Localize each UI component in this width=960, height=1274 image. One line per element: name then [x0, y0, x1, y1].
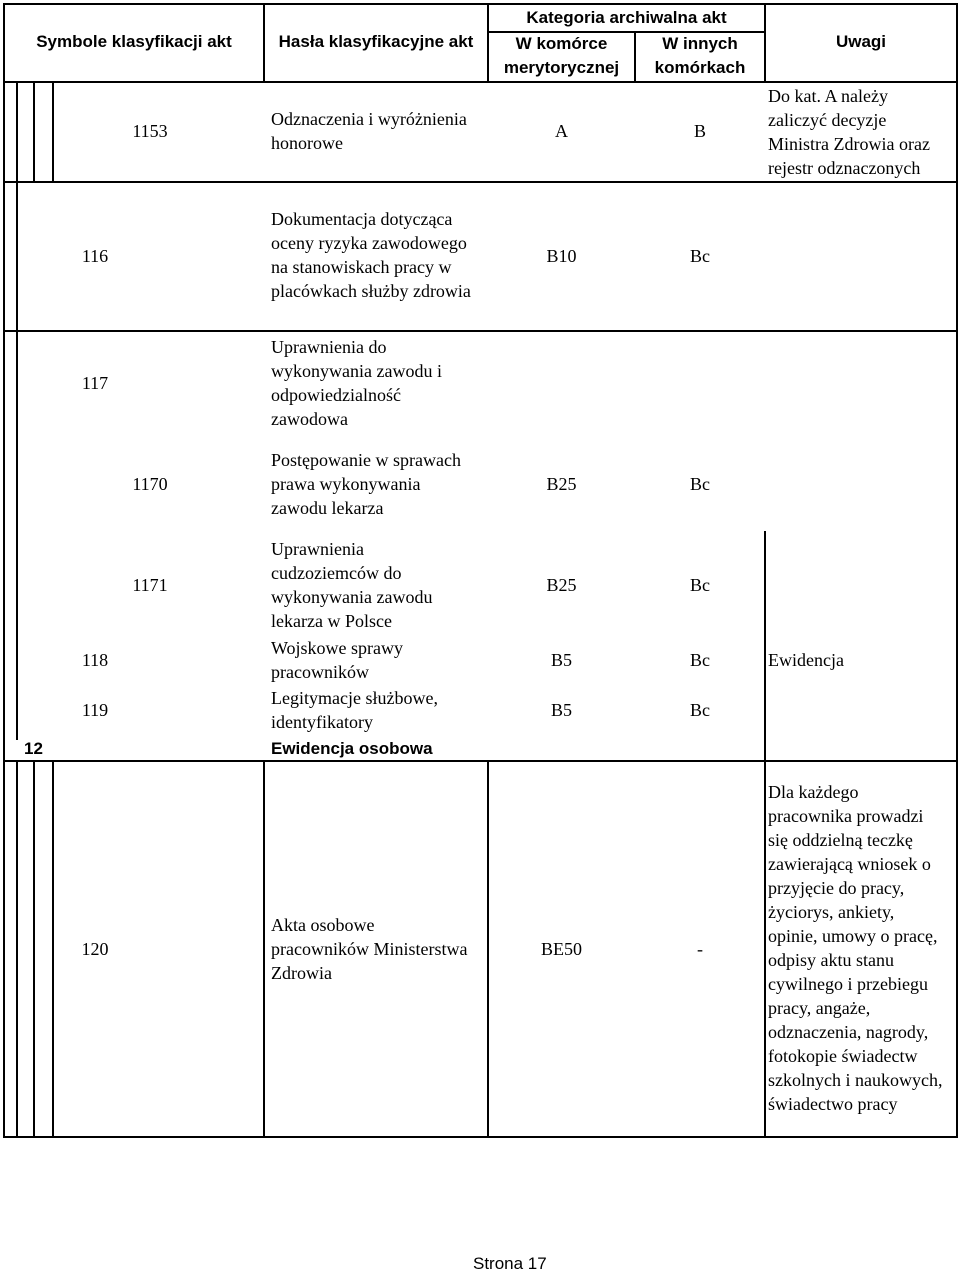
row-cat-a: B5 — [550, 700, 572, 720]
row-code: 116 — [81, 246, 109, 266]
page-number: Strona 17 — [473, 1254, 547, 1273]
row-code: 1153 — [132, 121, 168, 141]
table-line — [33, 760, 35, 1138]
table-line — [956, 3, 958, 1138]
row-cat-a: B10 — [546, 246, 577, 266]
row-cat-b: Bc — [690, 246, 710, 266]
table-line — [52, 760, 54, 1138]
table-line — [16, 81, 18, 740]
row-code: 118 — [81, 650, 109, 670]
row-uwagi: Do kat. A należy zaliczyć decyzje Ministra Zdrowia oraz rejestr odznaczonych — [768, 86, 930, 178]
table-line — [3, 181, 958, 183]
row-cat-a: B5 — [550, 650, 572, 670]
row-title: Akta osobowe pracowników Ministerstwa Zdrowia — [271, 915, 468, 983]
row-title: Dokumentacja dotycząca oceny ryzyka zawodowego na stanowiskach pracy w placówkach służby zdrowia — [271, 209, 471, 301]
row-code: 120 — [81, 939, 109, 959]
header-w-komorce: W komórce merytorycznej — [503, 34, 620, 77]
row-cat-a: B25 — [546, 474, 577, 494]
row-cat-b: Bc — [690, 700, 710, 720]
table-line — [16, 760, 18, 1138]
row-title: Legitymacje służbowe, identyfikatory — [271, 688, 438, 732]
table-line — [3, 330, 958, 332]
row-title: Wojskowe sprawy pracowników — [271, 638, 404, 682]
table-line — [3, 3, 5, 1138]
table-line — [3, 3, 958, 5]
table-line — [764, 531, 766, 760]
header-uwagi: Uwagi — [835, 32, 887, 51]
header-symbole: Symbole klasyfikacji akt — [36, 32, 232, 51]
table-line — [33, 81, 35, 181]
row-cat-b: Bc — [690, 650, 710, 670]
row-title: Postępowanie w sprawach prawa wykonywania zawodu lekarza — [271, 450, 461, 518]
header-w-innych: W innych komórkach — [654, 34, 746, 77]
table-line — [3, 1136, 958, 1138]
table-line — [52, 81, 54, 181]
section-code: 12 — [24, 739, 43, 758]
row-uwagi: Dla każdego pracownika prowadzi się oddzielną teczkę zawierającą wniosek o przyjęcie do pracy, życiorys, ankiety, opinie, umowy o pracę, odpisy aktu stanu cywilnego i przebiegu pracy, angaże, odznaczenia, nagrody, fotokopie świadectw szkolnych i naukowych, świadectwo pracy — [768, 782, 943, 1114]
row-cat-a: A — [555, 121, 568, 141]
table-line — [764, 760, 766, 1138]
row-cat-b: Bc — [690, 575, 710, 595]
row-code: 1171 — [132, 575, 168, 595]
header-hasla: Hasła klasyfikacyjne akt — [278, 32, 474, 51]
row-code: 119 — [81, 700, 109, 720]
table-line — [263, 760, 265, 1138]
row-code: 117 — [81, 373, 109, 393]
row-uwagi: Ewidencja — [768, 650, 844, 670]
header-kategoria: Kategoria archiwalna akt — [526, 8, 727, 27]
row-title: Uprawnienia cudzoziemców do wykonywania zawodu lekarza w Polsce — [271, 539, 433, 631]
row-cat-b: Bc — [690, 474, 710, 494]
table-line — [3, 81, 958, 83]
row-cat-a: BE50 — [540, 939, 582, 959]
row-cat-b: - — [697, 939, 703, 959]
table-line — [3, 760, 958, 762]
row-cat-b: B — [693, 121, 706, 141]
row-cat-a: B25 — [546, 575, 577, 595]
row-title: Odznaczenia i wyróżnienia honorowe — [271, 109, 467, 153]
row-title: Uprawnienia do wykonywania zawodu i odpowiedzialność zawodowa — [271, 337, 442, 429]
row-code: 1170 — [132, 474, 168, 494]
section-title: Ewidencja osobowa — [271, 739, 433, 758]
